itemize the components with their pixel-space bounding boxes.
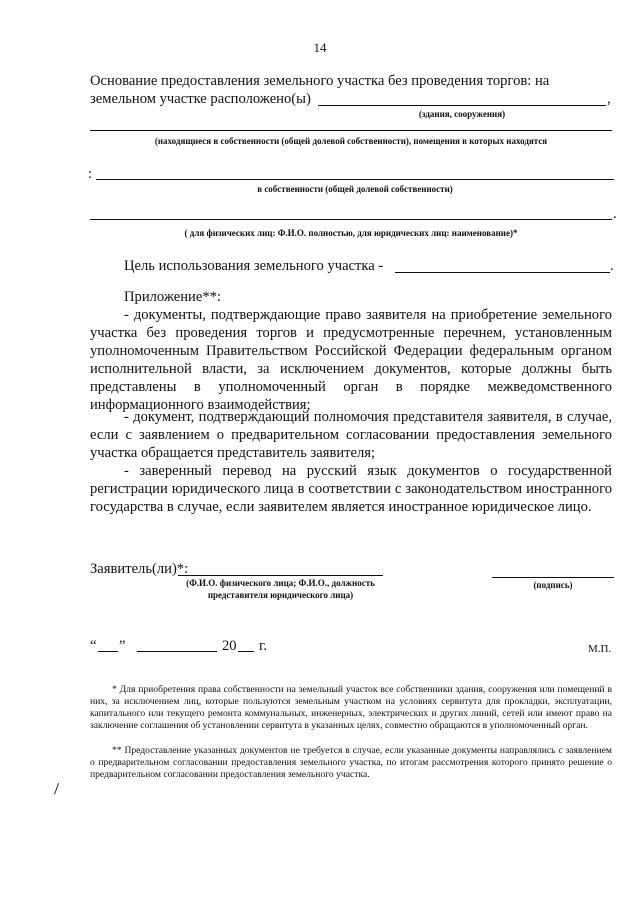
- purpose-field[interactable]: [395, 272, 610, 273]
- ownership-field-2[interactable]: [96, 179, 614, 180]
- page-number: 14: [313, 40, 327, 55]
- applicant-name-field[interactable]: [178, 575, 383, 576]
- caption-name-1: (Ф.И.О. физического лица; Ф.И.О., должность: [186, 578, 375, 588]
- stamp-place: М.П.: [588, 643, 612, 655]
- signature-field[interactable]: [492, 577, 614, 578]
- applicant-label: Заявитель(ли)*:: [90, 561, 189, 577]
- caption-persons: ( для физических лиц: Ф.И.О. полностью, для юридических лиц: наименование)*: [184, 228, 518, 238]
- caption-name-2: представителя юридического лица): [207, 590, 354, 600]
- attachment-item-2: - документ, подтверждающий полномочия представителя заявителя, в случае, если с заявлением о предварительном согласовании предоставления земельного участка обращается представитель заявителя;: [90, 409, 612, 461]
- ownership-field-1[interactable]: [90, 130, 612, 131]
- persons-field[interactable]: [90, 219, 612, 220]
- footnote-2: ** Предоставление указанных документов не требуется в случае, если указанные документы направлялись с заявлением о предварительном согласовании предоставления земельного участка, по итогам рассмотрения которого принято решение о предварительном согласовании предоставления земельного участка.: [90, 745, 612, 780]
- buildings-field[interactable]: [318, 105, 606, 106]
- date-open-quote: “: [90, 638, 97, 654]
- date-year-prefix: 20: [222, 638, 237, 654]
- attachment-item-3: - заверенный перевод на русский язык документов о государственной регистрации юридического лица в соответствии с законодательством иностранного государства в случае, если заявителем является иностранное юридическое лицо.: [90, 463, 612, 515]
- persons-period: .: [613, 206, 617, 222]
- basis-line-1: Основание предоставления земельного участка без проведения торгов: на: [90, 73, 550, 89]
- footnote-1: * Для приобретения права собственности на земельный участок все собственники здания, сооружения или помещений в них, за исключением лиц, которые пользуются земельным участком на условиях сервитута для прокладки, эксплуатации, капитального или текущего ремонта коммунальных, инженерных, электрических и других линий, сетей или имеют право на заключение соглашения об установлении сервитута в указанных целях, совместно обращаются в уполномоченный орган.: [90, 684, 612, 731]
- caption-ownership: (находящиеся в собственности (общей долевой собственности), помещения в которых находятся: [154, 136, 548, 146]
- date-year-field[interactable]: [238, 651, 254, 652]
- purpose-period: .: [610, 258, 614, 274]
- date-day-field[interactable]: [98, 651, 118, 652]
- caption-buildings: (здания, сооружения): [418, 109, 506, 119]
- colon-mark: :: [88, 166, 93, 182]
- date-year-suffix: г.: [259, 638, 267, 654]
- attachment-item-1: - документы, подтверждающие право заявителя на приобретение земельного участка без проведения торгов и предусмотренные перечнем, установленным уполномоченным Правительством Российской Федерации федеральным органом исполнительной власти, за исключением документов, которые должны быть представлены в уполномоченный орган в порядке межведомственного информационного взаимодействия;: [90, 307, 612, 413]
- caption-ownership-2: в собственности (общей долевой собственности): [257, 184, 453, 194]
- pen-mark: [54, 783, 61, 795]
- date-close-quote: ”: [119, 638, 126, 654]
- basis-line-2: земельном участке расположено(ы): [90, 91, 311, 107]
- basis-comma: ,: [607, 91, 611, 107]
- caption-signature: (подпись): [533, 580, 573, 590]
- date-month-field[interactable]: [137, 651, 217, 652]
- purpose-label: Цель использования земельного участка -: [124, 258, 384, 274]
- attachment-title: Приложение**:: [124, 289, 221, 305]
